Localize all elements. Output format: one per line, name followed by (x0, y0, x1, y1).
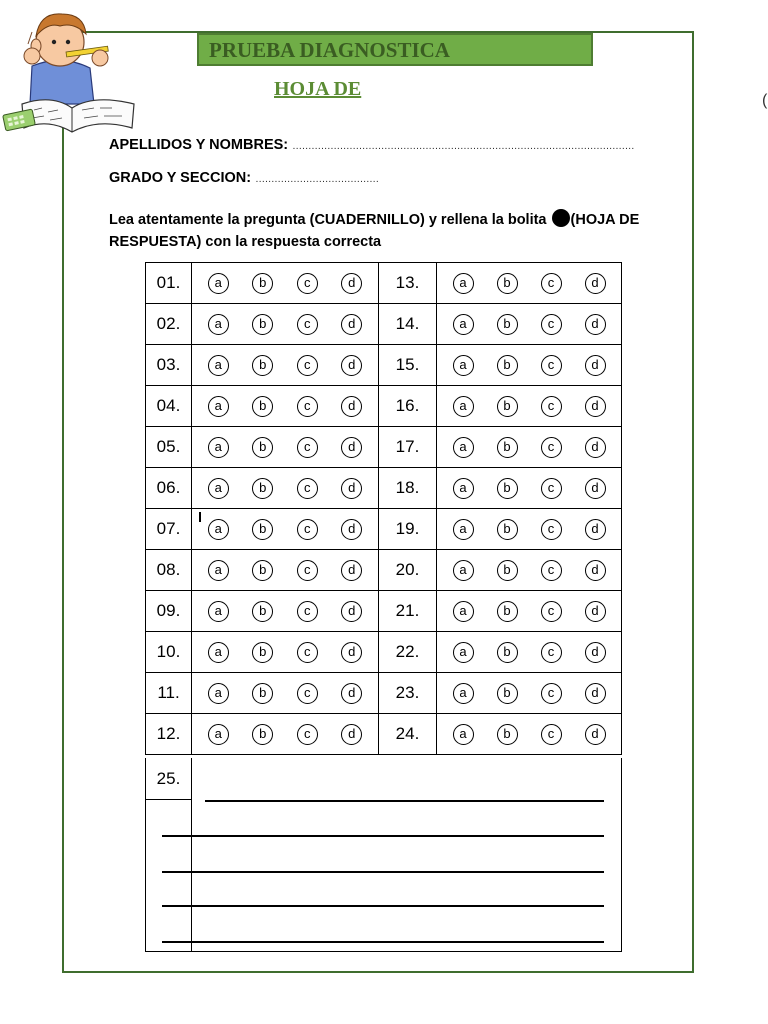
test-title: PRUEBA DIAGNOSTICA (197, 33, 593, 66)
option-bubble-a[interactable]: a (453, 560, 474, 581)
option-bubble-b[interactable]: b (497, 519, 518, 540)
student-reading-illustration (2, 4, 138, 134)
answer-row (146, 263, 622, 304)
option-bubble-d[interactable]: d (585, 396, 606, 417)
answer-options (437, 632, 622, 673)
option-bubble-b[interactable]: b (497, 601, 518, 622)
option-bubble-d[interactable]: d (585, 355, 606, 376)
answer-options (192, 427, 379, 468)
option-bubble-a[interactable]: a (453, 273, 474, 294)
option-bubble-c[interactable]: c (541, 724, 562, 745)
option-bubble-b[interactable]: b (252, 683, 273, 704)
option-bubble-c[interactable]: c (297, 601, 318, 622)
option-bubble-b[interactable]: b (497, 396, 518, 417)
grade-dotted-line: ………………………………… (255, 174, 379, 185)
answer-row (146, 386, 622, 427)
option-bubble-d[interactable]: d (585, 642, 606, 663)
question-number: 13. (379, 263, 437, 304)
answer-options (192, 386, 379, 427)
option-bubble-b[interactable]: b (252, 478, 273, 499)
question-number: 05. (146, 427, 192, 468)
answer-options (192, 632, 379, 673)
option-bubble-a[interactable]: a (453, 724, 474, 745)
answer-options (192, 550, 379, 591)
option-bubble-d[interactable]: d (585, 519, 606, 540)
instruction-text-start: Lea atentamente la pregunta (CUADERNILLO) y rellena la bolita (109, 212, 551, 228)
open-question-number: 25. (146, 758, 192, 800)
answer-row (146, 714, 622, 755)
option-bubble-c[interactable]: c (297, 355, 318, 376)
answer-options (437, 673, 622, 714)
answer-options (437, 591, 622, 632)
question-number: 12. (146, 714, 192, 755)
question-number: 20. (379, 550, 437, 591)
stray-mark (199, 512, 201, 522)
question-number: 11. (146, 673, 192, 714)
answer-options (192, 509, 379, 550)
answer-options (437, 386, 622, 427)
answer-options (437, 468, 622, 509)
option-bubble-a[interactable]: a (208, 519, 229, 540)
option-bubble-b[interactable]: b (252, 560, 273, 581)
option-bubble-d[interactable]: d (585, 314, 606, 335)
option-bubble-a[interactable]: a (208, 396, 229, 417)
answer-options (192, 714, 379, 755)
option-bubble-c[interactable]: c (297, 396, 318, 417)
question-number: 22. (379, 632, 437, 673)
option-bubble-d[interactable]: d (341, 437, 362, 458)
option-bubble-c[interactable]: c (297, 724, 318, 745)
option-bubble-b[interactable]: b (497, 437, 518, 458)
question-number: 17. (379, 427, 437, 468)
option-bubble-c[interactable]: c (541, 273, 562, 294)
option-bubble-b[interactable]: b (497, 314, 518, 335)
option-bubble-d[interactable]: d (341, 519, 362, 540)
option-bubble-a[interactable]: a (453, 601, 474, 622)
question-number: 24. (379, 714, 437, 755)
option-bubble-c[interactable]: c (541, 642, 562, 663)
answer-options (192, 345, 379, 386)
option-bubble-d[interactable]: d (341, 314, 362, 335)
option-bubble-b[interactable]: b (252, 437, 273, 458)
question-number: 04. (146, 386, 192, 427)
option-bubble-d[interactable]: d (341, 642, 362, 663)
instructions (109, 209, 669, 253)
answer-options (192, 673, 379, 714)
option-bubble-a[interactable]: a (453, 642, 474, 663)
question-number: 18. (379, 468, 437, 509)
open-question-area[interactable] (145, 758, 622, 952)
question-number: 08. (146, 550, 192, 591)
answer-line[interactable] (162, 835, 604, 837)
option-bubble-b[interactable]: b (252, 724, 273, 745)
option-bubble-a[interactable]: a (208, 724, 229, 745)
option-bubble-d[interactable]: d (585, 478, 606, 499)
option-bubble-c[interactable]: c (297, 519, 318, 540)
question-number: 09. (146, 591, 192, 632)
option-bubble-d[interactable]: d (585, 601, 606, 622)
instruction-text-end: (HOJA DE RESPUESTA) con la respuesta correcta (109, 212, 640, 250)
open-question-divider (191, 800, 192, 952)
option-bubble-a[interactable]: a (208, 355, 229, 376)
option-bubble-c[interactable]: c (541, 683, 562, 704)
option-bubble-b[interactable]: b (497, 273, 518, 294)
grade-field[interactable] (109, 170, 379, 186)
answer-row (146, 427, 622, 468)
answer-options (437, 345, 622, 386)
option-bubble-c[interactable]: c (541, 601, 562, 622)
answer-row (146, 304, 622, 345)
answer-line[interactable] (162, 905, 604, 907)
option-bubble-b[interactable]: b (252, 601, 273, 622)
option-bubble-b[interactable]: b (252, 314, 273, 335)
name-label: APELLIDOS Y NOMBRES: (109, 137, 289, 153)
question-number: 15. (379, 345, 437, 386)
name-dotted-line: ……………………………………………………………………………………………… (292, 141, 635, 152)
question-number: 10. (146, 632, 192, 673)
option-bubble-a[interactable]: a (208, 437, 229, 458)
option-bubble-d[interactable]: d (341, 683, 362, 704)
option-bubble-b[interactable]: b (497, 478, 518, 499)
answer-options (437, 427, 622, 468)
option-bubble-a[interactable]: a (453, 519, 474, 540)
option-bubble-d[interactable]: d (341, 601, 362, 622)
option-bubble-c[interactable]: c (541, 560, 562, 581)
question-number: 01. (146, 263, 192, 304)
option-bubble-c[interactable]: c (297, 314, 318, 335)
option-bubble-a[interactable]: a (453, 478, 474, 499)
answer-line[interactable] (162, 871, 604, 873)
option-bubble-c[interactable]: c (541, 396, 562, 417)
answer-options (437, 509, 622, 550)
option-bubble-d[interactable]: d (341, 273, 362, 294)
answer-row (146, 632, 622, 673)
option-bubble-b[interactable]: b (497, 683, 518, 704)
option-bubble-d[interactable]: d (341, 396, 362, 417)
option-bubble-c[interactable]: c (541, 519, 562, 540)
option-bubble-b[interactable]: b (252, 273, 273, 294)
answer-grid (145, 262, 622, 755)
option-bubble-c[interactable]: c (297, 478, 318, 499)
answer-row (146, 591, 622, 632)
option-bubble-d[interactable]: d (341, 355, 362, 376)
answer-options (437, 550, 622, 591)
question-number: 19. (379, 509, 437, 550)
answer-row (146, 673, 622, 714)
option-bubble-c[interactable]: c (541, 314, 562, 335)
option-bubble-a[interactable]: a (208, 314, 229, 335)
option-bubble-b[interactable]: b (497, 642, 518, 663)
option-bubble-c[interactable]: c (297, 437, 318, 458)
option-bubble-d[interactable]: d (585, 724, 606, 745)
option-bubble-a[interactable]: a (453, 683, 474, 704)
answer-row (146, 509, 622, 550)
option-bubble-b[interactable]: b (497, 355, 518, 376)
option-bubble-b[interactable]: b (252, 519, 273, 540)
answer-options (437, 304, 622, 345)
option-bubble-d[interactable]: d (585, 560, 606, 581)
filled-bubble-icon (552, 209, 570, 227)
option-bubble-a[interactable]: a (453, 437, 474, 458)
answer-options (437, 263, 622, 304)
option-bubble-a[interactable]: a (208, 560, 229, 581)
question-number: 03. (146, 345, 192, 386)
answer-line[interactable] (205, 800, 604, 802)
answer-options (192, 468, 379, 509)
option-bubble-a[interactable]: a (453, 314, 474, 335)
option-bubble-b[interactable]: b (497, 724, 518, 745)
option-bubble-a[interactable]: a (208, 642, 229, 663)
option-bubble-c[interactable]: c (541, 478, 562, 499)
option-bubble-c[interactable]: c (297, 683, 318, 704)
question-number: 07. (146, 509, 192, 550)
name-field[interactable] (109, 137, 634, 153)
option-bubble-d[interactable]: d (341, 560, 362, 581)
option-bubble-a[interactable]: a (453, 396, 474, 417)
option-bubble-d[interactable]: d (585, 273, 606, 294)
option-bubble-b[interactable]: b (252, 642, 273, 663)
option-bubble-a[interactable]: a (208, 478, 229, 499)
question-number: 02. (146, 304, 192, 345)
option-bubble-b[interactable]: b (252, 396, 273, 417)
option-bubble-c[interactable]: c (297, 560, 318, 581)
question-number: 21. (379, 591, 437, 632)
option-bubble-b[interactable]: b (497, 560, 518, 581)
answer-options (192, 591, 379, 632)
question-number: 06. (146, 468, 192, 509)
option-bubble-c[interactable]: c (541, 437, 562, 458)
answer-row (146, 345, 622, 386)
option-bubble-d[interactable]: d (341, 724, 362, 745)
corner-mark: ( (762, 92, 768, 109)
option-bubble-b[interactable]: b (252, 355, 273, 376)
answer-options (437, 714, 622, 755)
option-bubble-a[interactable]: a (208, 601, 229, 622)
grade-label: GRADO Y SECCION: (109, 170, 252, 186)
sheet-subtitle: HOJA DE (274, 78, 362, 100)
question-number: 16. (379, 386, 437, 427)
option-bubble-d[interactable]: d (585, 683, 606, 704)
question-number: 14. (379, 304, 437, 345)
option-bubble-a[interactable]: a (208, 273, 229, 294)
answer-options (192, 304, 379, 345)
option-bubble-a[interactable]: a (453, 355, 474, 376)
option-bubble-a[interactable]: a (208, 683, 229, 704)
answer-options (192, 263, 379, 304)
option-bubble-c[interactable]: c (297, 642, 318, 663)
answer-row (146, 550, 622, 591)
answer-line[interactable] (162, 941, 604, 943)
option-bubble-d[interactable]: d (585, 437, 606, 458)
option-bubble-d[interactable]: d (341, 478, 362, 499)
option-bubble-c[interactable]: c (297, 273, 318, 294)
answer-row (146, 468, 622, 509)
option-bubble-c[interactable]: c (541, 355, 562, 376)
question-number: 23. (379, 673, 437, 714)
